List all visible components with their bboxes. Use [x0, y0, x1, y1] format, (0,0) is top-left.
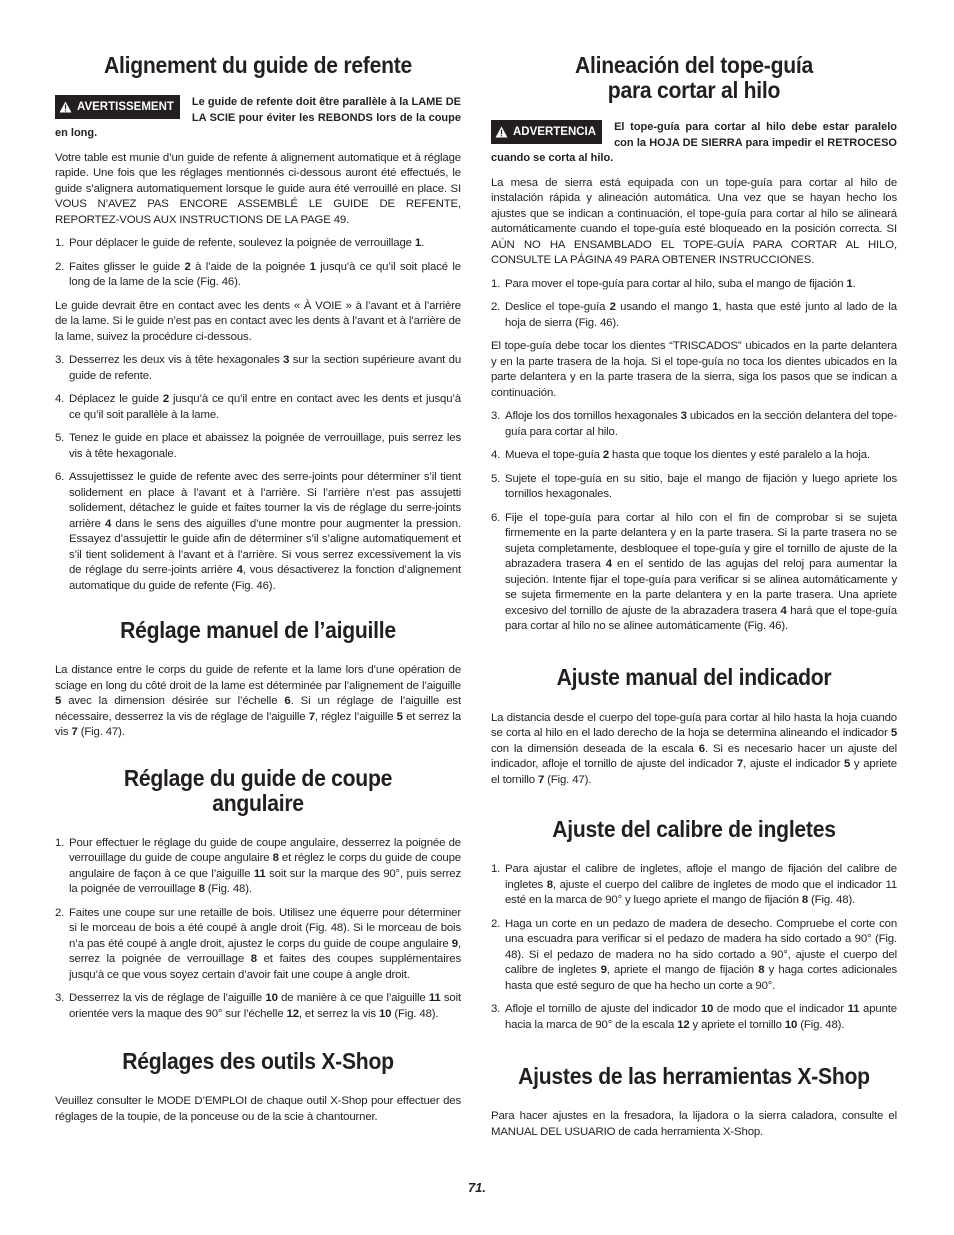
step-number: 2.: [491, 301, 501, 313]
step-text: Sujete el tope-guía en su sitio, baje el mango de fijación y luego apriete los tornillos hexagonales.: [505, 472, 897, 500]
list-item: [55, 991, 461, 1022]
list-item: [55, 431, 461, 462]
section-title-aiguille: Réglage manuel de l’aiguille: [120, 617, 396, 643]
step-number: 2.: [55, 260, 65, 273]
step-text: Afloje el tornillo de ajuste del indicador 10 de modo que el indicador 11 apunte hacia la marca de 90° de la escala 12 y apriete el tornillo 10 (Fig. 48).: [505, 1003, 897, 1031]
step-number: 4.: [55, 393, 65, 405]
title-line-1: Alineación del tope-guía: [575, 52, 813, 78]
warning-badge: [491, 120, 602, 144]
list-item: [55, 836, 461, 898]
warning-badge: [55, 95, 180, 119]
alineacion-middle: El tope-guía debe tocar los dientes “TRISCADOS” ubicados en la parte delantera y en la parte trasera de la hoja. Si el tope-guía no toca los dientes ubicados en la parte delantera y en la parte trasera de la sierra, siga los pasos que se indican a continuación.: [491, 340, 897, 399]
list-item: [491, 1002, 897, 1033]
spanish-column: [491, 40, 897, 1148]
step-number: 4.: [491, 449, 501, 461]
step-number: 3.: [55, 992, 65, 1004]
step-text: Haga un corte en un pedazo de madera de desecho. Compruebe el corte con una escuadra para verificar si el pedazo de madera ha sido cortado a 90° (Fig. 48). Si el pedazo de madera no ha sido cortado a 90°, ajuste el cuerpo del calibre de ingletes 9, apriete el mango de fijación 8 y haga cortes adicionales hasta que esté seguro de que ha hecho un corte a 90°.: [505, 917, 898, 992]
list-item: [55, 260, 461, 291]
title-line-2: para cortar al hilo: [607, 77, 781, 103]
list-item: [491, 862, 897, 909]
step-text: Faites une coupe sur une retaille de bois. Utilisez une équerre pour déterminer si le morceau de bois a été coupé à angle droit (Fig. 48). Si le morceau de bois n’a pas été coupé à angle droit, ajustez le corps du guide de coupe angulaire 9, serrez la poignée de verrouillage 8 et faites des coupes supplémentaires jusqu’à ce que vous soyez certain d’avoir fait une coupe à angle droit.: [69, 906, 461, 981]
section-title-xshop-es: Ajustes de las herramientas X-Shop: [518, 1063, 870, 1089]
warning-block: [491, 120, 897, 167]
step-text: Deslice el tope-guía 2 usando el mango 1, hasta que esté junto al lado de la hoja de sierra (Fig. 46).: [505, 301, 897, 329]
alignment-intro: Votre table est munie d’un guide de refente à alignement automatique et à réglage rapide. Une fois que les réglages mentionnés ci-dessous auront été effectués, le guide s’alignera automatiquement lorsque le guide aura été verrouillé en place. SI VOUS N’AVEZ PAS ENCORE ASSEMBLÉ LE GUIDE DE REFENTE, REPORTEZ-VOUS AUX INSTRUCTIONS DE LA PAGE 49.: [55, 151, 461, 226]
step-text: Pour effectuer le réglage du guide de coupe angulaire, desserrez la poignée de verrouillage du guide de coupe angulaire 8 et réglez le corps du guide de coupe angulaire de façon à ce que l’aiguille 11 soit sur la marque des 90°, puis serrez la poignée de verrouillage 8 (Fig. 48).: [69, 836, 461, 895]
page-number: 71.: [467, 1180, 487, 1195]
list-item: [491, 472, 897, 503]
list-item: [491, 511, 897, 635]
manual-text: La distance entre le corps du guide de refente et la lame lors d’une opération de sciage en long du côté droit de la lame est déterminée par l’alignement de l’aiguille 5 avec la dimension désirée sur l’échelle 6. Si un réglage de l’aiguille est nécessaire, desserrez la vis de réglage de l’aiguille 7, réglez l’aiguille 5 et serrez la vis 7 (Fig. 47).: [55, 664, 461, 738]
step-text: Pour déplacer le guide de refente, soulevez la poignée de verrouillage 1.: [69, 237, 425, 249]
step-text: Para ajustar el calibre de ingletes, afloje el mango de fijación del calibre de ingletes 8, ajuste el cuerpo del calibre de ingletes de modo que el indicador 11 esté en la marca de 90° y luego apriete el mango de fijación 8 (Fig. 48).: [505, 863, 897, 906]
step-text: Desserrez les deux vis à tête hexagonales 3 sur la section supérieure avant du guide de refente.: [69, 354, 462, 382]
step-text: Mueva el tope-guía 2 hasta que toque los dientes y esté paralelo a la hoja.: [505, 449, 870, 461]
section-title-indicador: Ajuste manual del indicador: [556, 663, 832, 690]
list-item: [55, 353, 461, 384]
xshop-text: Veuillez consulter le MODE D’EMPLOI de chaque outil X-Shop pour effectuer des réglages de la toupie, de la ponceuse ou de la scie à chantourner.: [55, 1095, 461, 1123]
section-title-coupe-angulaire: Réglage du guide de coupe angulaire: [123, 764, 393, 816]
warning-triangle-icon: [495, 126, 508, 138]
section-title-ingletes: Ajuste del calibre de ingletes: [552, 816, 836, 842]
step-number: 1.: [491, 277, 501, 290]
step-number: 2.: [491, 917, 501, 930]
warning-label: ADVERTENCIA: [513, 126, 597, 138]
step-number: 6.: [55, 471, 65, 483]
list-item: [55, 470, 461, 594]
warning-text: Le guide de refente doit être parallèle à la LAME DE LA SCIE pour éviter les REBONDS lors de la coupe en long.: [55, 96, 461, 139]
list-item: [55, 236, 461, 252]
step-text: Afloje los dos tornillos hexagonales 3 ubicados en la sección delantera del tope-guía para cortar al hilo.: [505, 410, 897, 438]
ingletes-steps: [491, 862, 897, 1033]
step-text: Fije el tope-guía para cortar al hilo con el fin de comprobar si se sujeta firmemente en la parte delantera y en la parte trasera. Si la parte trasera no se sujeta completamente, desbloquee el tope-guía y gire el tornillo de ajuste de la abrazadera trasera 4 en el sentido de las agujas del reloj para aumentar la sujeción. Intente fijar el tope-guía para verificar si se alinea automáticamente y se sujeta firmemente en la parte delantera y en la parte trasera. Una apriete excesivo del tornillo de ajuste de la abrazadera trasera 4 hará que el tope-guía para cortar al hilo no se alinee automáticamente (Fig. 46).: [505, 511, 897, 632]
alineacion-intro: La mesa de sierra está equipada con un tope-guía para cortar al hilo de instalación rápida y alineación automática. Una vez que se hayan hecho los ajustes que se indican a continuación, el tope-guía para cortar al hilo se alineará automáticamente cuando el tope-guía esté bloqueado en la posición correcta. SI AÚN NO HA ENSAMBLADO EL TOPE-GUÍA PARA CORTAR AL HILO, CONSULTE LA PÁGINA 49 PARA OBTENER INSTRUCCIONES.: [491, 176, 897, 266]
alineacion-steps-a: [491, 277, 897, 332]
french-column: [55, 40, 461, 1133]
list-item: [491, 300, 897, 331]
alineacion-steps-b: [491, 409, 897, 635]
step-text: Assujettissez le guide de refente avec des serre-joints pour déterminer s’il tient solidement en place à l’avant et à l’arrière. Si l’arrière n’est pas assujetti solidement, détachez le guide et faites tourner la vis de réglage du serre-joints arrière 4 dans le sens des aiguilles d’une montre pour augmenter la pression. Essayez d’assujettir le guide afin de déterminer s’il s’aligne automatiquement et s’il tient solidement à l’avant et à l’arrière. Si vous serrez excessivement la vis de réglage du serre-joints arrière 4, vous désactiverez la fonction d’alignement automatique du guide de refente (Fig. 46).: [69, 471, 461, 592]
warning-label: AVERTISSEMENT: [77, 101, 174, 113]
step-number: 3.: [55, 354, 65, 366]
alignment-steps-b: [55, 353, 461, 594]
step-number: 2.: [55, 906, 65, 919]
step-number: 6.: [491, 511, 501, 524]
section-title-alignement: Alignement du guide de refente: [103, 52, 412, 78]
list-item: [491, 409, 897, 440]
step-number: 5.: [491, 472, 501, 485]
step-text: Faites glisser le guide 2 à l’aide de la poignée 1 jusqu’à ce qu’il soit placé le long de la lame de la scie (Fig. 46).: [69, 260, 461, 288]
warning-block: [55, 95, 461, 142]
list-item: [55, 392, 461, 423]
list-item: [55, 906, 461, 984]
alignment-steps-a: [55, 236, 461, 291]
list-item: [491, 448, 897, 464]
indicator-text: La distancia desde el cuerpo del tope-guía para cortar al hilo hasta la hoja cuando se corta al hilo en el lado derecho de la hoja se determina alineando el indicador 5 con la dimensión deseada de la escala 6. Si es necesario hacer un ajuste del indicador, afloje el tornillo de ajuste del indicador 7, ajuste el indicador 5 y apriete el tornillo 7 (Fig. 47).: [491, 711, 897, 786]
step-number: 1.: [55, 836, 65, 849]
step-number: 5.: [55, 432, 65, 444]
miter-steps: [55, 836, 461, 1023]
step-number: 3.: [491, 1003, 501, 1015]
step-text: Déplacez le guide 2 jusqu’à ce qu’il entre en contact avec les dents et jusqu’à ce qu’il soit parallèle à la lame.: [69, 393, 461, 421]
warning-text: El tope-guía para cortar al hilo debe estar paralelo con la HOJA DE SIERRA para impedir el RETROCESO cuando se corta al hilo.: [491, 121, 897, 164]
xshop-es-text: Para hacer ajustes en la fresadora, la lijadora o la sierra caladora, consulte el MANUAL DEL USUARIO de cada herramienta X-Shop.: [491, 1110, 897, 1138]
step-number: 1.: [491, 863, 501, 875]
step-number: 3.: [491, 410, 501, 422]
step-text: Para mover el tope-guía para cortar al hilo, suba el mango de fijación 1.: [505, 277, 856, 290]
list-item: [491, 917, 897, 995]
section-title-xshop: Réglages des outils X-Shop: [122, 1048, 394, 1074]
list-item: [491, 277, 897, 293]
alignment-middle: Le guide devrait être en contact avec les dents « À VOIE » à l’avant et à l’arrière de la lame. Si le guide n’est pas en contact avec les dents à l’avant et à l’arrière de la lame, suivez la procédure ci-dessous.: [55, 299, 461, 343]
step-number: 1.: [55, 237, 65, 249]
warning-triangle-icon: [59, 101, 72, 113]
step-text: Tenez le guide en place et abaissez la poignée de verrouillage, puis serrez les vis à tête hexagonale.: [69, 432, 461, 460]
section-title-alineacion: [511, 53, 876, 103]
step-text: Desserrez la vis de réglage de l’aiguille 10 de manière à ce que l’aiguille 11 soit orientée vers la maque des 90° sur l’échelle 12, et serrez la vis 10 (Fig. 48).: [69, 992, 462, 1020]
